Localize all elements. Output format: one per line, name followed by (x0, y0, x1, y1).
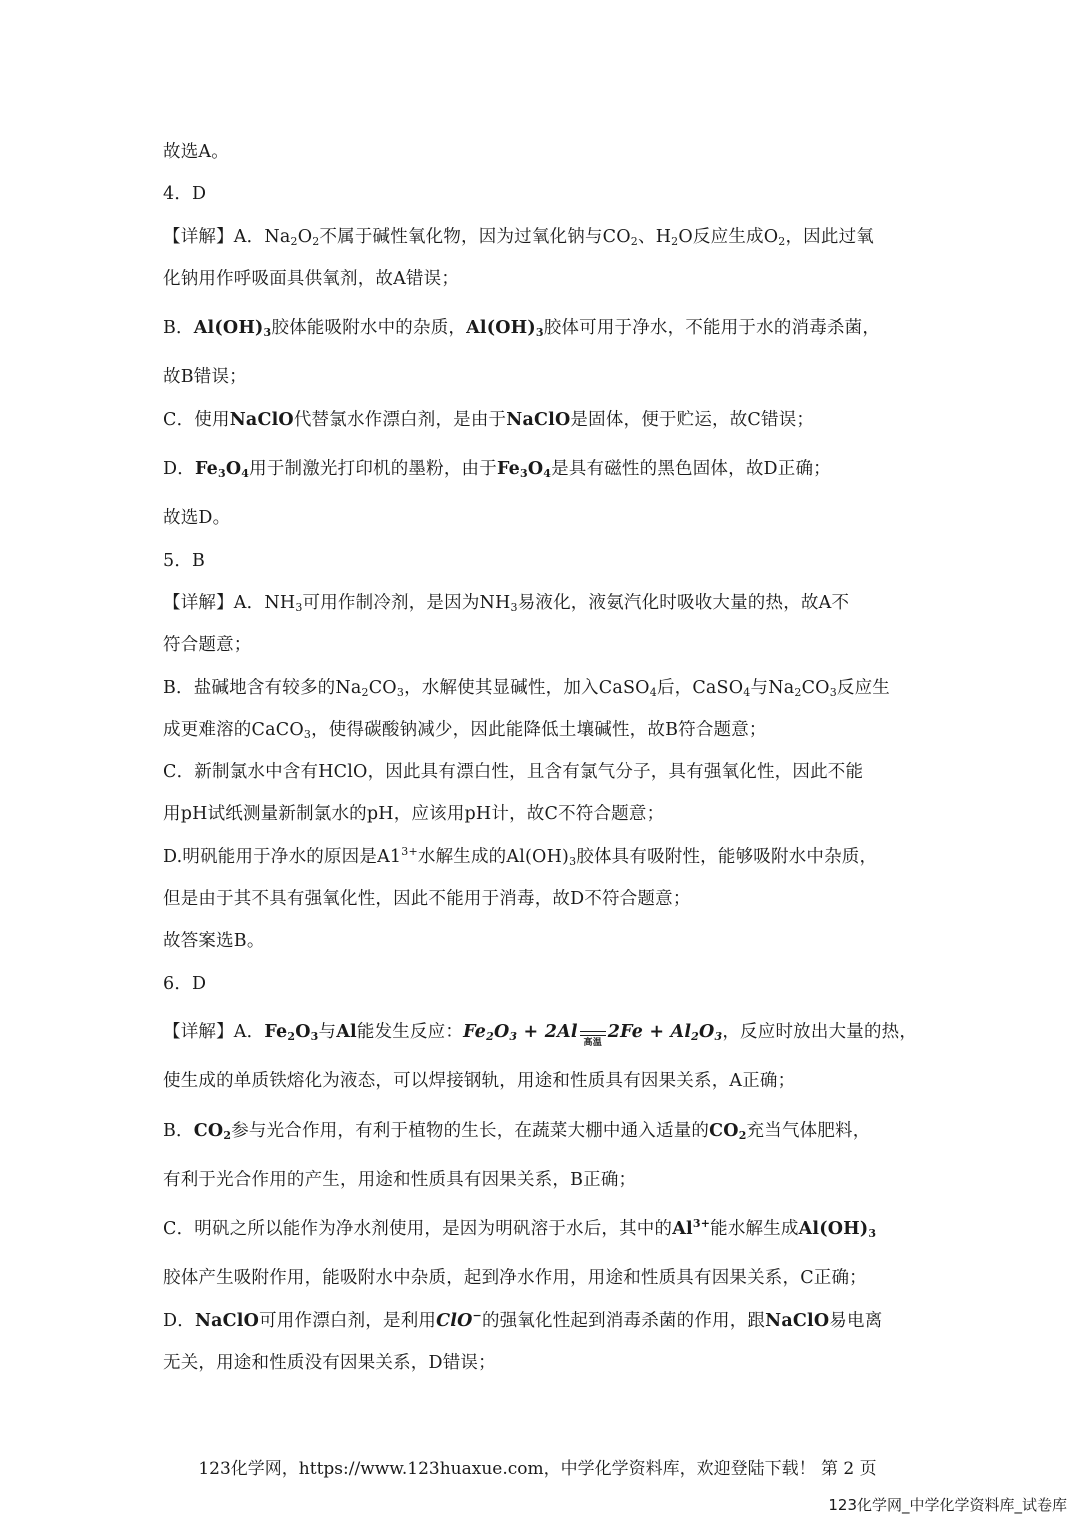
text-line: D．$Fe_3O_4$用于制激光打印机的墨粉，由于$Fe_3O_4$是具有磁性的黑色固体，故D正确； (163, 459, 831, 480)
text-line: C．使用NaClO代替氯水作漂白剂，是由于NaClO是固体，便于贮运，故C错误； (163, 410, 815, 430)
text-line: 故选A。 (163, 142, 229, 162)
text-line: C．新制氯水中含有HClO，因此具有漂白性，且含有氯气分子，具有强氧化性，因此不能 (163, 762, 864, 782)
text-line: B．盐碱地含有较多的$Na_2CO_3$，水解使其显碱性，加入CaSO$_4$后，CaSO$_4$与$Na_2CO_3$反应生 (163, 678, 891, 699)
text-line: 【详解】A．$NH_3$可用作制冷剂，是因为$NH_3$易液化，液氨汽化时吸收大量的热，故A不 (163, 593, 850, 614)
text-line: 胶体产生吸附作用，能吸附水中杂质，起到净水作用，用途和性质具有因果关系，C正确； (163, 1268, 867, 1288)
answer-4: 4．D (163, 184, 207, 204)
watermark-text: 123化学网_中学化学资料库_试卷库 (828, 1496, 1067, 1514)
page-footer: 123化学网，https://www.123huaxue.com，中学化学资料库，欢迎登陆下载！ 第 2 页 (198, 1459, 877, 1479)
text-line: 用pH试纸测量新制氯水的pH，应该用pH计，故C不符合题意； (163, 804, 665, 824)
text-line: 成更难溶的CaCO$_3$，使得碳酸钠减少，因此能降低土壤碱性，故B符合题意； (163, 720, 767, 741)
text-line: 化钠用作呼吸面具供氧剂，故A错误； (163, 269, 460, 289)
text-line: B．$CO_2$参与光合作用，有利于植物的生长，在蔬菜大棚中通入适量的$CO_2$充当气体肥料， (163, 1121, 871, 1142)
text-line: 故答案选B。 (163, 931, 265, 951)
text-line: D．NaClO可用作漂白剂，是利用ClO−的强氧化性起到消毒杀菌的作用，跟NaClO易电离 (163, 1309, 883, 1331)
text-line: 【详解】A．$Na_2O_2$不属于碱性氧化物，因为过氧化钠与$CO_2$、$H_2O$反应生成$O_2$，因此过氧 (163, 227, 874, 248)
text-line: 故B错误； (163, 367, 247, 387)
text-line: 【详解】A．$Fe_2O_3$与Al能发生反应：$Fe_2O_3 + 2Al$ 高温 $2Fe + Al_2O_3$，反应时放出大量的热， (163, 1022, 918, 1048)
text-line: 使生成的单质铁熔化为液态，可以焊接钢轨，用途和性质具有因果关系，A正确； (163, 1071, 796, 1091)
text-line: 符合题意； (163, 635, 252, 655)
text-line: 有利于光合作用的产生，用途和性质具有因果关系，B正确； (163, 1170, 637, 1190)
text-line: C．明矾之所以能作为净水剂使用，是因为明矾溶于水后，其中的$Al^{3+}$能水解生成$Al(OH)_3$ (163, 1217, 877, 1240)
text-line: B．$Al(OH)_3$胶体能吸附水中的杂质，$Al(OH)_3$胶体可用于净水，不能用于水的消毒杀菌， (163, 318, 881, 339)
text-line: 无关，用途和性质没有因果关系，D错误； (163, 1353, 496, 1373)
text-line: 但是由于其不具有强氧化性，因此不能用于消毒，故D不符合题意； (163, 889, 691, 909)
text-line: 故选D。 (163, 508, 231, 528)
answer-5: 5．B (163, 551, 206, 571)
text-line: D.明矾能用于净水的原因是$A1^{3+}$水解生成的$Al(OH)_3$胶体具有吸附性，能够吸附水中杂质， (163, 845, 878, 868)
answer-6: 6．D (163, 974, 207, 994)
reaction-condition: 高温 (578, 1022, 608, 1044)
